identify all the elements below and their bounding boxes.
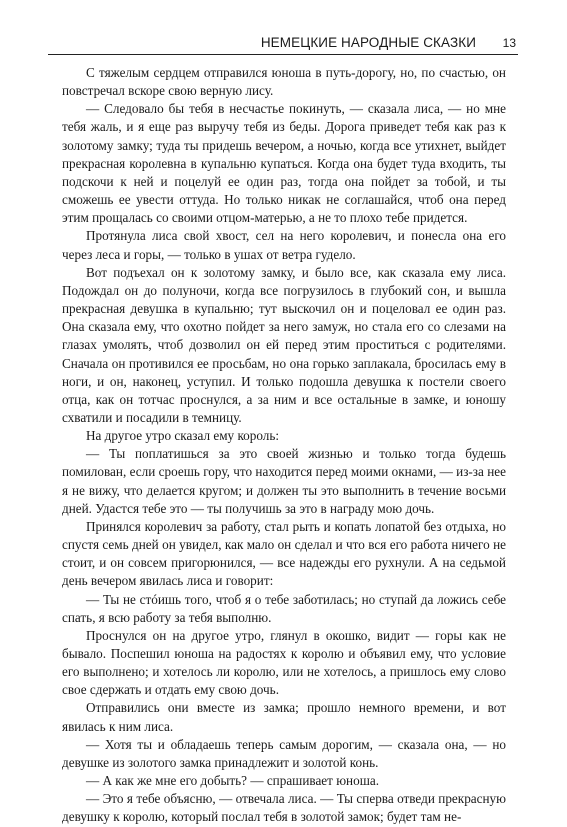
page-number: 13 <box>502 36 516 50</box>
paragraph: С тяжелым сердцем отправился юноша в путь-дорогу, но, по счастью, он повстречал вскоре свою верную лису. <box>62 65 506 99</box>
paragraph: На другое утро сказал ему король: <box>86 428 280 444</box>
book-title: НЕМЕЦКИЕ НАРОДНЫЕ СКАЗКИ <box>260 35 476 50</box>
body-text <box>62 64 506 827</box>
paragraph: — Ты поплатишься за это своей жизнью и только тогда будешь помилован, если сроешь гору, что находится перед моими окнами, — из-за нее я не вижу, что делается кругом; и должен ты это выполнить в течение восьми дней. Удастся тебе это — ты получишь за это в награду мою дочь. <box>62 446 506 516</box>
paragraph: Вот подъехал он к золотому замку, и было все, как сказала ему лиса. Подождал он до полуночи, когда все погрузилось в глубокий сон, и вышла прекрасная девушка в купальню; тут выскочил он и поцеловал ее один раз. Она сказала ему, что охотно пойдет за него замуж, но стала его со слезами на глазах умолять, чтоб дозволил он ей перед этим проститься с родителями. Сначала он противился ее просьбам, но она горько заплакала, бросилась ему в ноги, и он, наконец, уступил. И только подошла девушка к постели своего отца, как он тотчас проснулся, а за ним и все остальные в замке, и юношу схватили и посадили в темницу. <box>62 264 506 425</box>
paragraph: Проснулся он на другое утро, глянул в окошко, видит — горы как не бывало. Поспешил юноша на радостях к королю и объявил ему, что условие его выполнено; и хотелось ли королю, или не хотелось, а пришлось ему слово свое сдержать и отдать ему свою дочь. <box>62 627 506 698</box>
paragraph: — Хотя ты и обладаешь теперь самым дорогим, — сказала она, — но девушке из золотого замка принадлежит и золотой конь. <box>62 736 506 770</box>
paragraph: — А как же мне его добыть? — спрашивает юноша. <box>86 773 380 789</box>
paragraph: — Ты не стóишь того, чтоб я о тебе заботилась; но ступай да ложись себе спать, я всю работу за тебя выполню. <box>62 591 506 625</box>
paragraph: Протянула лиса свой хвост, сел на него королевич, и понесла она его через леса и горы, — только в ушах от ветра гудело. <box>62 228 506 262</box>
paragraph: Принялся королевич за работу, стал рыть и копать лопатой без отдыха, но спустя семь дней он увидел, как мало он сделал и что вся его работа ничего не стоит, и он совсем пригорюнился, — все надежды его рухнули. А на седьмой день вечером явилась лиса и говорит: <box>62 518 506 589</box>
paragraph: — Следовало бы тебя в несчастье покинуть, — сказала лиса, — но мне тебя жаль, и я еще раз выручу тебя из беды. Дорога приведет тебя как раз к золотому замку; туда ты придешь вечером, а ночью, когда все утихнет, выйдет прекрасная королевна в купальню купаться. Когда она будет туда входить, ты подскочи к ней и поцелуй ее один раз, тогда она пойдет за тобой, и ты сможешь ее увести оттуда. Но только никак не соглашайся, чтоб она перед этим прощалась со своими отцом-матерью, а не то плохо тебе придется. <box>62 101 506 226</box>
paragraph: — Это я тебе объясню, — отвечала лиса. — Ты сперва отведи прекрасную девушку к королю, который послал тебя в золотой замок; будет там не- <box>62 791 506 825</box>
paragraph: Отправились они вместе из замка; прошло немного времени, и вот явилась к ним лиса. <box>62 700 506 734</box>
running-header <box>48 34 518 55</box>
